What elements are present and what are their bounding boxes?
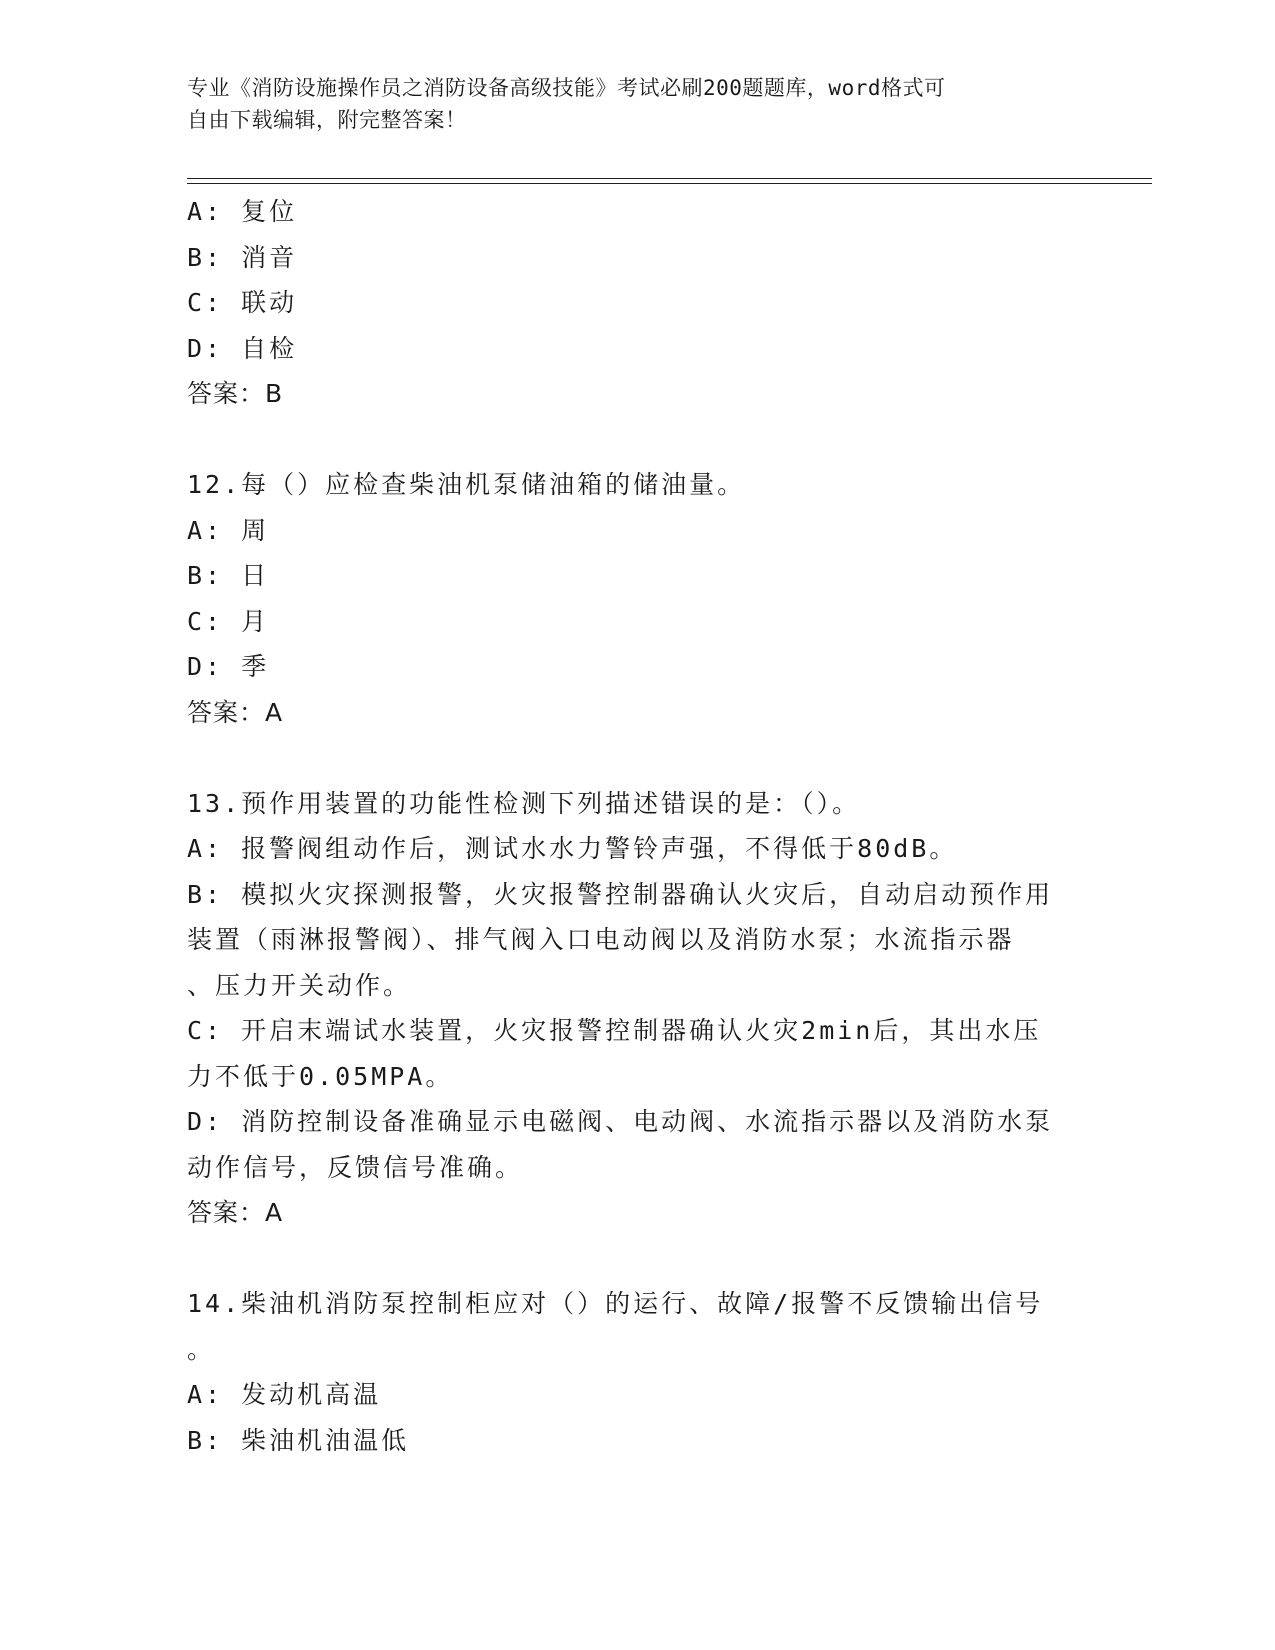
option-c: C: 联动 [187, 288, 298, 317]
option-a: A: 复位 [187, 197, 298, 226]
option-b-line-2: 装置（雨淋报警阀）、排气阀入口电动阀以及消防水泵；水流指示器 [187, 925, 1015, 954]
question-12 [187, 462, 1087, 735]
header-rule-bottom [187, 183, 1152, 184]
option-c-line-2: 力不低于0.05MPA。 [187, 1061, 454, 1091]
option-a: A: 周 [187, 515, 270, 545]
answer: 答案：B [187, 379, 284, 408]
option-b: B: 日 [187, 561, 270, 590]
option-a: A: 发动机高温 [187, 1380, 382, 1409]
question-text: 13.预作用装置的功能性检测下列描述错误的是：（）。 [187, 788, 861, 818]
header-line-1: 专业《消防设施操作员之消防设备高级技能》考试必刷200题题库，word格式可 [187, 76, 946, 100]
answer: 答案：A [187, 697, 284, 727]
option-d-line-2: 动作信号，反馈信号准确。 [187, 1152, 524, 1182]
option-b: B: 消音 [187, 242, 298, 272]
spacer [187, 1236, 1087, 1282]
question-13 [187, 781, 1087, 1236]
option-c-line-1: C: 开启末端试水装置，火灾报警控制器确认火灾2min后，其出水压 [187, 1016, 1042, 1045]
question-text: 12.每（）应检查柴油机泵储油箱的储油量。 [187, 470, 746, 499]
spacer [187, 735, 1087, 781]
option-a: A: 报警阀组动作后，测试水水力警铃声强，不得低于80dB。 [187, 834, 958, 863]
option-b-line-1: B: 模拟火灾探测报警，火灾报警控制器确认火灾后，自动启动预作用 [187, 879, 1054, 909]
header-line-2: 自由下载编辑，附完整答案！ [187, 108, 467, 132]
question-list [187, 189, 1087, 1463]
option-b-line-3: 、压力开关动作。 [187, 970, 412, 1000]
document-header [187, 72, 1067, 136]
option-d-line-1: D: 消防控制设备准确显示电磁阀、电动阀、水流指示器以及消防水泵 [187, 1107, 1054, 1136]
option-c: C: 月 [187, 606, 270, 636]
header-rule-top [187, 178, 1152, 179]
answer: 答案：A [187, 1198, 284, 1227]
question-11 [187, 189, 1087, 417]
question-text-line-1: 14.柴油机消防泵控制柜应对（）的运行、故障/报警不反馈输出信号 [187, 1289, 1044, 1318]
option-b: B: 柴油机油温低 [187, 1425, 410, 1455]
option-d: D: 自检 [187, 333, 298, 363]
spacer [187, 417, 1087, 463]
option-d: D: 季 [187, 652, 270, 681]
question-text-line-2: 。 [187, 1334, 216, 1364]
question-14 [187, 1281, 1087, 1463]
